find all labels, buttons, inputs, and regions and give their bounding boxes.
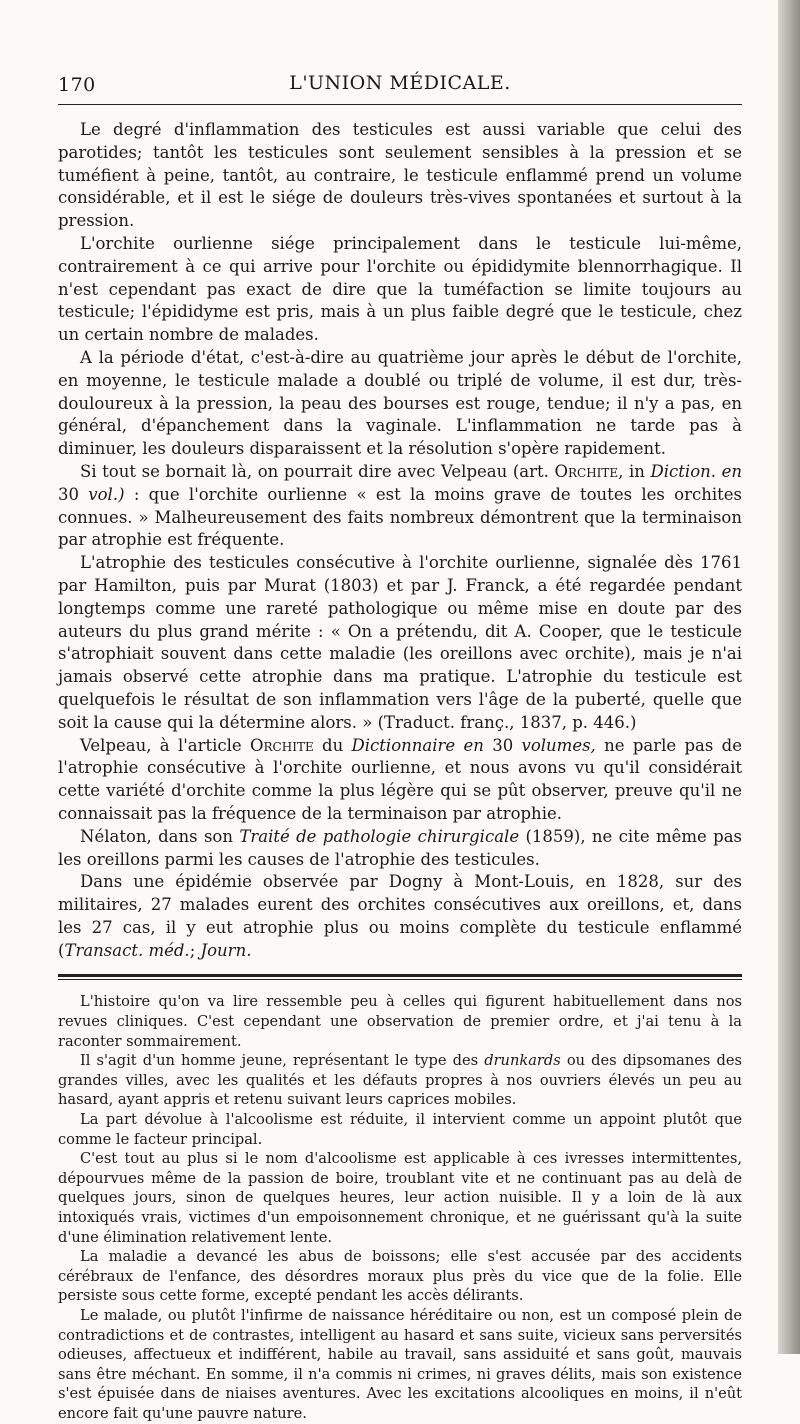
feuilleton-paragraph: C'est tout au plus si le nom d'alcoolisme est applicable à ces ivresses intermittentes, dépourvues même de la passion de boire, troublant vite et ne continuant pas au delà de quelques jours, sinon de quelques heures, leur action nuisible. Il y a loin de là aux intoxiqués vrais, victimes d'un empoisonnement chronique, et ne guérissant qu'à la suite d'une élimination relativement lente. [58,1150,742,1246]
feuilleton-paragraph: L'histoire qu'on va lire ressemble peu à celles qui figurent habituellement dans nos revues cliniques. C'est cependant une observation de premier ordre, et j'ai tenu à la raconter sommairement. [58,993,742,1050]
feuilleton-paragraph: La maladie a devancé les abus de boissons; elle s'est accusée par des accidents cérébraux de l'enfance, des désordres moraux plus près du vice que de la folie. Elle persiste sous cette forme, excepté pendant les accès délirants. [58,1248,742,1305]
main-article [58,119,742,962]
feuilleton-separator [58,974,742,980]
feuilleton-paragraph: Il s'agit d'un homme jeune, représentant le type des drunkards ou des dipsomanes des grandes villes, avec les qualités et les défauts propres à nos ouvriers élevés un peu au hasard, ayant appris et retenu suivant leurs caprices mobiles. [58,1052,742,1109]
paragraph-nelaton: Nélaton, dans son Traité de pathologie chirurgicale (1859), ne cite même pas les oreillons parmi les causes de l'atrophie des testicules. [58,826,743,869]
feuilleton-paragraph: Le malade, ou plutôt l'infirme de naissance héréditaire ou non, est un composé plein de contradictions et de contrastes, intelligent au hasard et sans suite, vicieux sans perversités odieuses, affectueux et indifférent, habile au travail, sans assiduité et sans goût, mauvais sans être méchant. En somme, il n'a commis ni crimes, ni graves délits, mais son existence s'est épuisée dans de niaises aventures. Avec les excitations alcooliques en moins, il n'eût encore fait qu'une pauvre nature. [58,1306,742,1422]
paragraph-dogny-epidemic: Dans une épidémie observée par Dogny à Mont-Louis, en 1828, sur des militaires, 27 malades eurent des orchites consécutives aux oreillons, et, dans les 27 cas, il y eut atrophie plus ou moins complète du testicule enflammé (Transact. méd.; Journ. [58,872,742,960]
paragraph-inflammation-degree: Le degré d'inflammation des testicules est aussi variable que celui des parotides; tantôt les testicules sont seulement sensibles à la pression et se tuméfient à peine, tantôt, au contraire, le testicule enflammé prend un volume considérable, et il est le siége de douleurs très-vives spontanées et surtout à la pression. [58,120,742,231]
paragraph-periode-etat: A la période d'état, c'est-à-dire au quatrième jour après le début de l'orchite, en moyenne, le testicule malade a doublé ou triplé de volume, il est dur, très-douloureux à la pression, la peau des bourses est rouge, tendue; il n'y a pas, en général, d'épanchement dans la vaginale. L'inflammation ne tarde pas à diminuer, les douleurs disparaissent et la résolution s'opère rapidement. [58,347,742,459]
feuilleton-section [58,992,742,1423]
page-header [58,70,742,96]
page-number: 170 [58,74,96,96]
paragraph-velpeau-quote: Si tout se bornait là, on pourrait dire avec Velpeau (art. Orchite, in Diction. en 30 vol.) : que l'orchite ourlienne « est la moins grave de toutes les orchites connues. » Malheureusement des faits nombreux démontrent que la terminaison par atrophie est fréquente. [58,461,742,550]
paragraph-velpeau-article: Velpeau, à l'article Orchite du Dictionnaire en 30 volumes, ne parle pas de l'atrophie consécutive à l'orchite ourlienne, et nous avons vu qu'il considérait cette variété d'orchite comme la plus légère qui se pût observer, preuve qu'il ne connaissait pas la fréquence de la terminaison par atrophie. [58,735,742,823]
page-gutter-shadow [778,0,800,1354]
paragraph-orchite-seat: L'orchite ourlienne siége principalement dans le testicule lui-même, contrairement à ce qui arrive pour l'orchite ou épididymite blennorrhagique. Il n'est cependant pas exact de dire que la tuméfaction se limite toujours au testicule; l'épididyme est pris, mais à un plus faible degré que le testicule, chez un certain nombre de malades. [58,233,742,345]
header-rule [58,104,742,105]
journal-page [58,70,742,1424]
paragraph-atrophie-history: L'atrophie des testicules consécutive à l'orchite ourlienne, signalée dès 1761 par Hamilton, puis par Murat (1803) et par J. Franck, a été regardée pendant longtemps comme une rareté pathologique ou même mise en doute par des auteurs du plus grand mérite : « On a prétendu, dit A. Cooper, que le testicule s'atrophiait souvent dans cette maladie (les oreillons avec orchite), mais je n'ai jamais observé cette atrophie dans ma pratique. L'atrophie du testicule est quelquefois le résultat de son inflammation vers l'âge de la puberté, quelle que soit la cause qui la détermine alors. » (Traduct. franç., 1837, p. 446.) [58,553,742,732]
journal-title: L'UNION MÉDICALE. [289,72,511,94]
feuilleton-paragraph: La part dévolue à l'alcoolisme est réduite, il intervient comme un appoint plutôt que comme le facteur principal. [58,1111,742,1148]
